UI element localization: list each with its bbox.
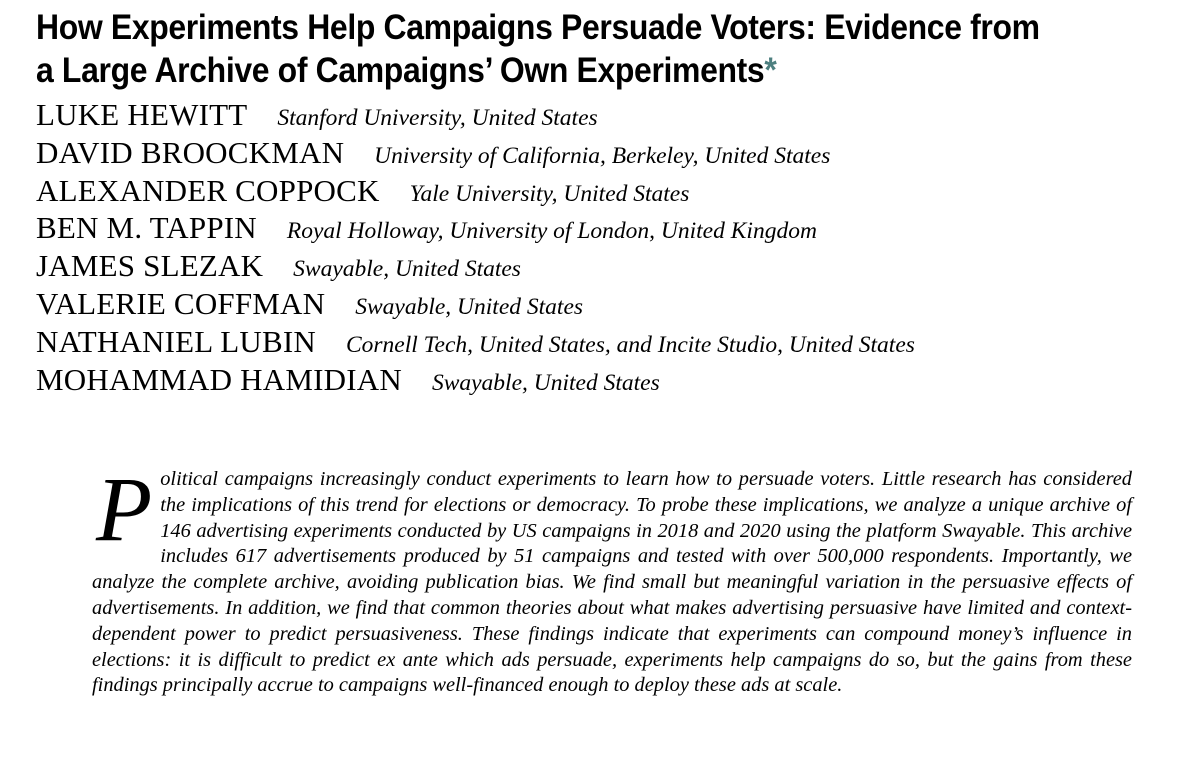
author-affiliation: Swayable, United States: [355, 293, 584, 320]
author-entry: [36, 323, 915, 361]
author-name: ALEXANDER COPPOCK: [36, 172, 380, 208]
author-entry: [36, 172, 915, 210]
author-entry: [36, 96, 915, 134]
author-name: VALERIE COFFMAN: [36, 285, 326, 321]
paper-title: [36, 6, 1071, 92]
author-affiliation: Royal Holloway, University of London, United Kingdom: [286, 218, 817, 245]
author-name: BEN M. TAPPIN: [36, 210, 257, 246]
author-entry: [36, 247, 915, 285]
author-entry: [36, 134, 915, 172]
author-name: JAMES SLEZAK: [36, 248, 264, 284]
title-line-2-text: a Large Archive of Campaigns’ Own Experiments: [36, 50, 765, 90]
author-affiliation: University of California, Berkeley, United States: [374, 142, 831, 169]
author-name: MOHAMMAD HAMIDIAN: [36, 361, 402, 397]
title-line-2: [36, 49, 1071, 92]
author-entry: [36, 209, 915, 247]
author-name: LUKE HEWITT: [36, 97, 248, 132]
author-affiliation: Swayable, United States: [431, 369, 660, 396]
author-entry: [36, 285, 915, 323]
title-footnote-link[interactable]: *: [764, 50, 777, 90]
author-list: [36, 96, 915, 398]
author-entry: [36, 361, 915, 399]
abstract-drop-cap: P: [96, 458, 153, 560]
abstract: [92, 458, 1132, 699]
author-affiliation: Yale University, United States: [409, 180, 690, 207]
author-affiliation: Swayable, United States: [293, 256, 521, 283]
author-affiliation: Stanford University, United States: [277, 105, 598, 131]
title-line-1: How Experiments Help Campaigns Persuade Voters: Evidence from: [36, 7, 1040, 47]
author-name: DAVID BROOCKMAN: [36, 134, 345, 170]
author-affiliation: Cornell Tech, United States, and Incite Studio, United States: [345, 331, 915, 358]
author-name: NATHANIEL LUBIN: [36, 323, 316, 359]
abstract-text: olitical campaigns increasingly conduct experiments to learn how to persuade voters. Little research has considered the implications of this trend for elections or democracy. To probe these implications, we analyze a unique archive of 146 advertising experiments conducted by US campaigns in 2018 and 2020 using the platform Swayable. This archive includes 617 advertisements produced by 51 campaigns and tested with over 500,000 respondents. Importantly, we analyze the complete archive, avoiding publication bias. We find small but meaningful variation in the persuasive effects of advertisements. In addition, we find that common theories about what makes advertising persuasive have limited and context-dependent power to predict persuasiveness. These findings indicate that experiments can compound money’s influence in elections: it is difficult to predict ex ante which ads persuade, experiments help campaigns do so, but the gains from these findings principally accrue to campaigns well-financed enough to deploy these ads at scale.: [92, 468, 1132, 697]
